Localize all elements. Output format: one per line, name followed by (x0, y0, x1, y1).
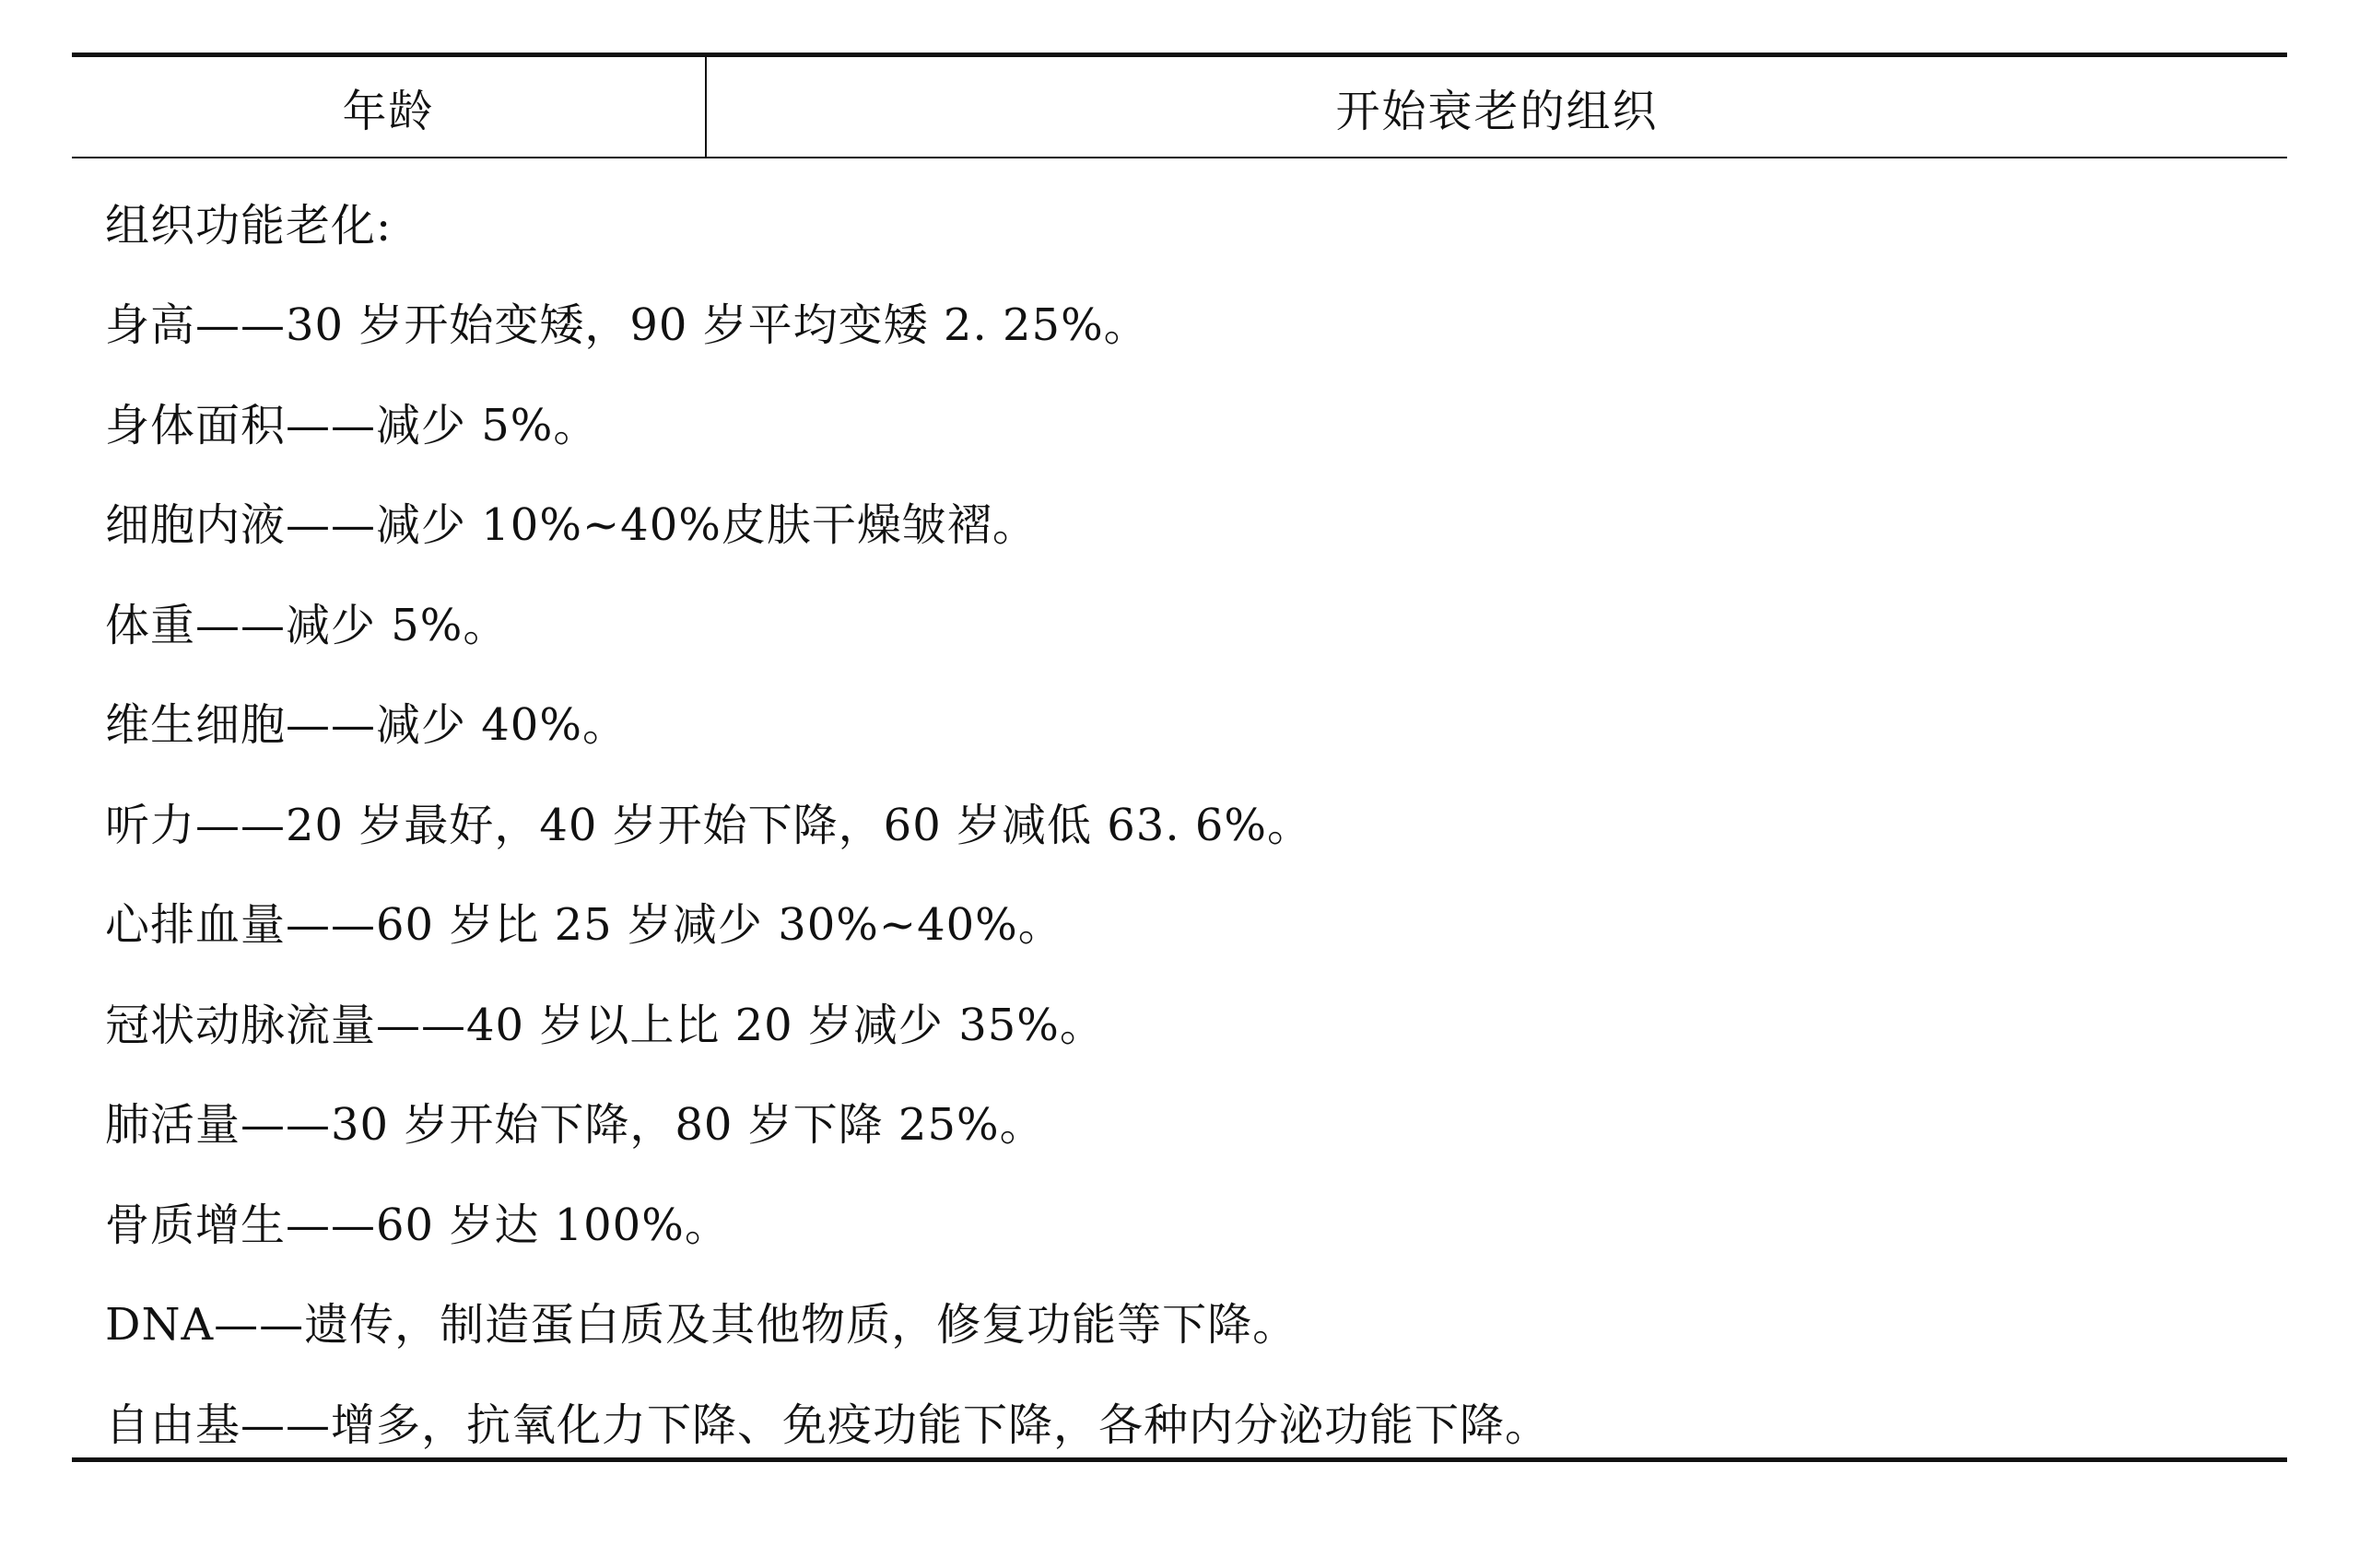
body-line-coronary-flow: 冠状动脉流量——40 岁以上比 20 岁减少 35%。 (105, 999, 1105, 1051)
body-line-body-area: 身体面积——减少 5%。 (105, 399, 599, 451)
body-line-hearing: 听力——20 岁最好，40 岁开始下降，60 岁减低 63. 6%。 (105, 799, 1313, 851)
body-line-cardiac-output: 心排血量——60 岁比 25 岁减少 30%~40%。 (105, 899, 1063, 952)
table-body (105, 171, 2280, 1471)
body-line-intro: 组织功能老化: (105, 199, 393, 252)
header-age: 年龄 (342, 85, 435, 137)
body-line-living-cells: 维生细胞——减少 40%。 (105, 699, 628, 752)
body-line-bone-hyperplasia: 骨质增生——60 岁达 100%。 (105, 1199, 730, 1251)
body-line-intracellular-fluid: 细胞内液——减少 10%~40%皮肤干燥皱褶。 (105, 499, 1038, 552)
body-line-free-radicals: 自由基——增多，抗氧化力下降、免疫功能下降，各种内分泌功能下降。 (105, 1398, 1551, 1451)
table-header-rule (72, 157, 2287, 158)
body-line-weight: 体重——减少 5%。 (105, 599, 509, 651)
body-line-dna: DNA——遗传，制造蛋白质及其他物质，修复功能等下降。 (105, 1299, 1298, 1352)
header-aging-tissue: 开始衰老的组织 (1335, 85, 1659, 137)
body-line-vital-capacity: 肺活量——30 岁开始下降，80 岁下降 25%。 (105, 1099, 1045, 1152)
body-line-height: 身高——30 岁开始变矮，90 岁平均变矮 2. 25%。 (105, 299, 1149, 352)
table-bottom-rule (72, 1457, 2287, 1462)
